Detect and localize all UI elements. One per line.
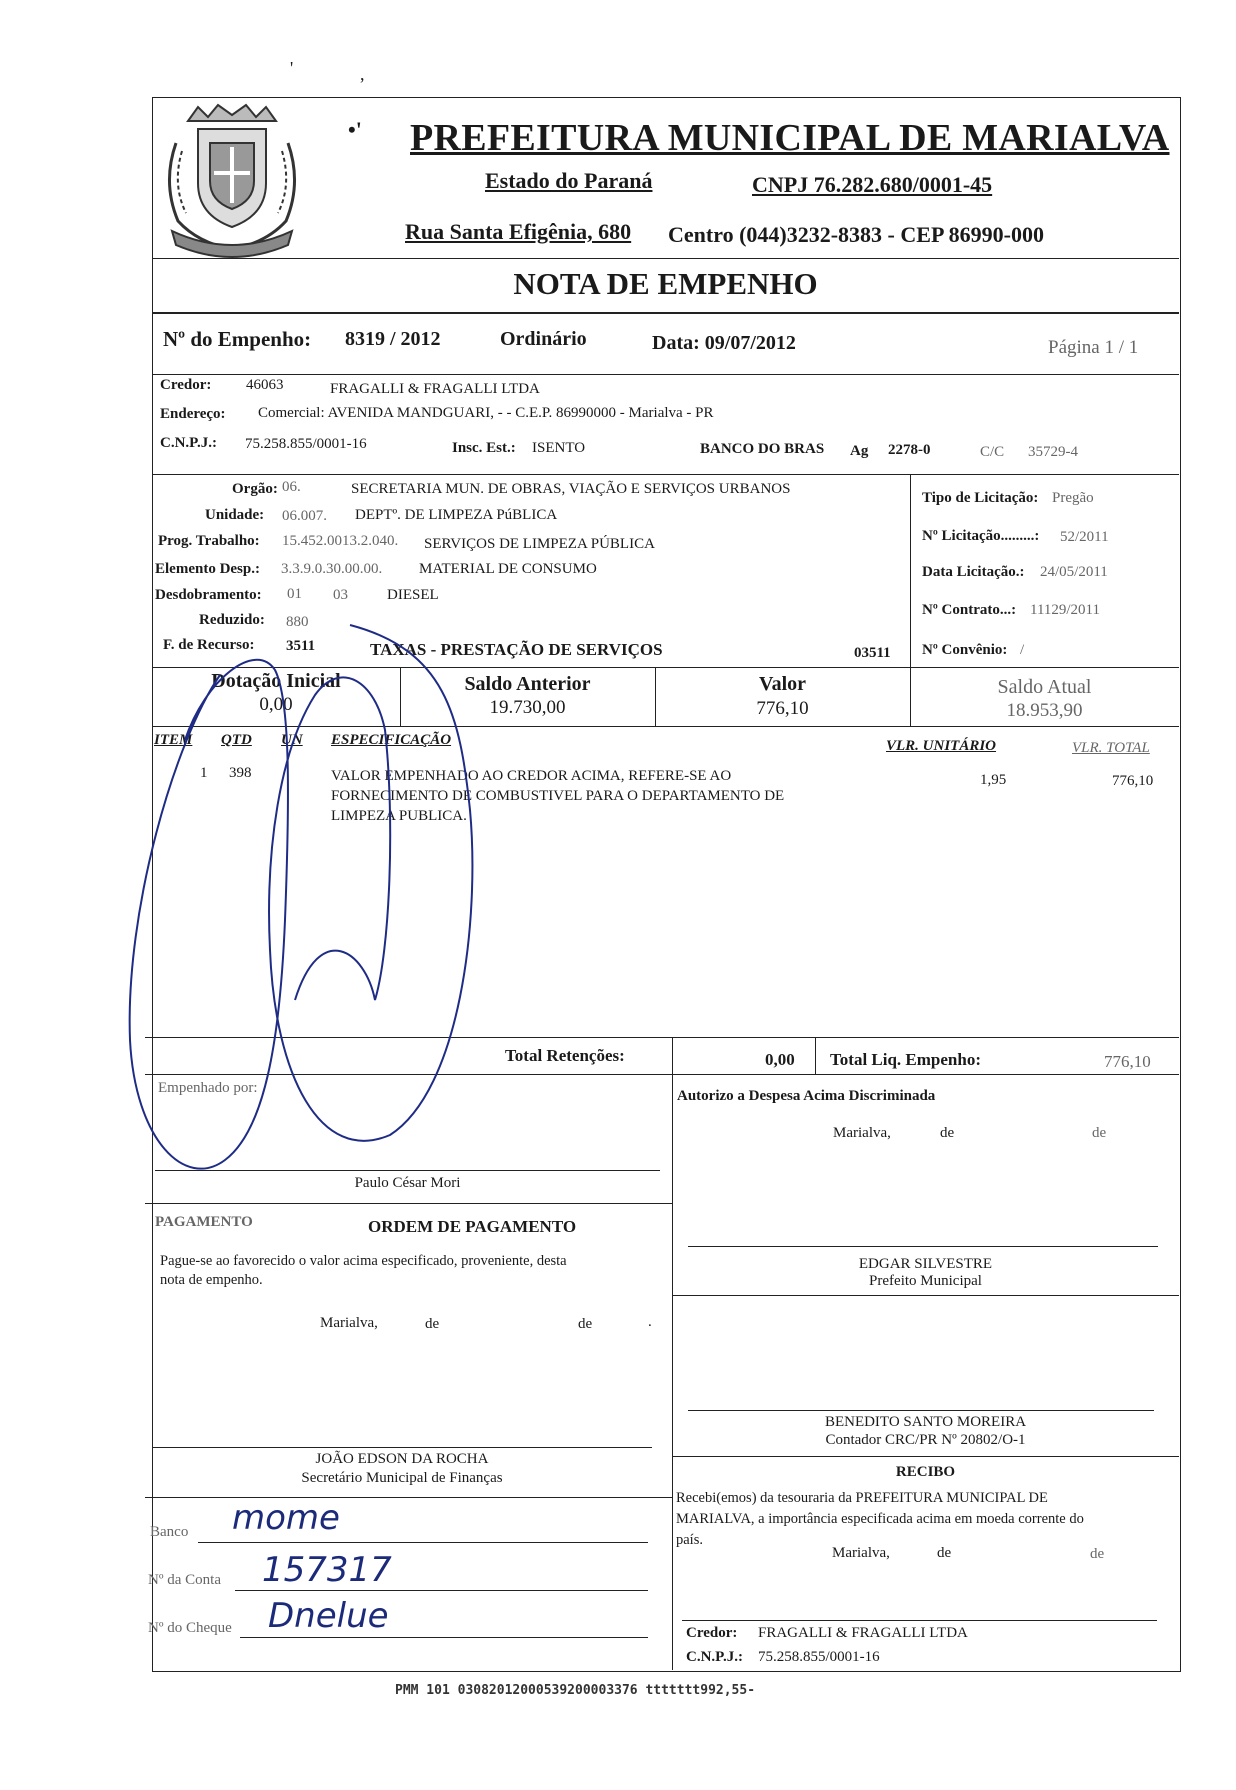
saldo-anterior-value: 19.730,00: [489, 697, 566, 718]
insc-est: ISENTO: [532, 440, 586, 456]
tipo-licitacao-label: Tipo de Licitação:: [922, 490, 1039, 506]
recibo-de: de: [937, 1545, 952, 1561]
convenio-number: /: [1020, 642, 1025, 658]
footer-code: PMM 101 03082012000539200003376 ttttttt992,55-: [395, 1683, 756, 1698]
recibo-cnpj-label: C.N.P.J.:: [686, 1649, 743, 1665]
credor-cnpj: 75.258.855/0001-16: [245, 436, 367, 452]
orgao-label: Orgão:: [232, 481, 278, 497]
contador-role: Contador CRC/PR Nº 20802/O-1: [825, 1432, 1026, 1448]
cheque-handwritten: Dnelue: [268, 1596, 389, 1636]
document-title: NOTA DE EMPENHO: [513, 266, 818, 301]
signature-flourish: [115, 620, 555, 1190]
divider: [672, 1037, 673, 1670]
unidade-code: 06.007.: [282, 508, 327, 524]
total-liq-label: Total Liq. Empenho:: [830, 1050, 981, 1069]
elemento-description: MATERIAL DE CONSUMO: [419, 561, 597, 577]
address-label: Endereço:: [160, 406, 226, 422]
state-name: Estado do Paraná: [485, 168, 653, 193]
saldo-atual-value: 18.953,90: [1006, 700, 1083, 721]
ordem-pagamento-title: ORDEM DE PAGAMENTO: [368, 1217, 577, 1236]
dotacao-inicial-value: 0,00: [259, 694, 293, 715]
unidade-label: Unidade:: [205, 507, 265, 523]
scan-mark: •': [348, 117, 362, 142]
divider: [152, 258, 1179, 259]
account-number: 35729-4: [1028, 444, 1078, 460]
prog-trabalho-description: SERVIÇOS DE LIMPEZA PÚBLICA: [424, 536, 655, 552]
convenio-label: Nº Convênio:: [922, 642, 1008, 658]
credor-cnpj-label: C.N.P.J.:: [160, 435, 217, 451]
secretario-role: Secretário Municipal de Finanças: [301, 1470, 503, 1486]
address-contact: Centro (044)3232-8383 - CEP 86990-000: [668, 222, 1044, 247]
signature-line: [688, 1246, 1158, 1247]
col-header-especificacao: ESPECIFICAÇÃO: [331, 732, 452, 748]
prefeito-name: EDGAR SILVESTRE: [858, 1256, 993, 1272]
reduzido-code: 880: [286, 614, 309, 630]
num-licitacao: 52/2011: [1060, 529, 1109, 545]
retencoes-label: Total Retenções:: [505, 1046, 625, 1065]
pagamento-city: Marialva,: [320, 1315, 378, 1331]
item-qtd: 398: [229, 765, 252, 781]
scan-mark: ': [290, 58, 294, 78]
empenho-number: 8319 / 2012: [345, 328, 441, 350]
recurso-code: 3511: [286, 638, 316, 654]
field-line: [240, 1637, 648, 1638]
item-unit-value: 1,95: [980, 772, 1007, 788]
col-header-total-value: VLR. TOTAL: [1072, 740, 1150, 756]
divider: [672, 1295, 1179, 1296]
agency-number: 2278-0: [888, 442, 931, 458]
autorizo-de: de: [1092, 1125, 1107, 1141]
pagamento-text: nota de empenho.: [160, 1272, 263, 1288]
divider: [152, 374, 1179, 375]
item-description-line: VALOR EMPENHADO AO CREDOR ACIMA, REFERE-SE AO: [331, 768, 732, 784]
banco-label: Banco: [150, 1524, 189, 1540]
recurso-description: TAXAS - PRESTAÇÃO DE SERVIÇOS: [370, 640, 663, 659]
municipality-title: PREFEITURA MUNICIPAL DE MARIALVA: [410, 117, 1170, 159]
desdobramento-code-a: 01: [287, 586, 302, 602]
num-licitacao-label: Nº Licitação.........:: [922, 528, 1040, 544]
divider: [910, 474, 911, 667]
conta-label: Nº da Conta: [148, 1572, 221, 1588]
empenho-type: Ordinário: [500, 328, 587, 350]
recurso-label: F. de Recurso:: [163, 637, 255, 653]
pagamento-text: Pague-se ao favorecido o valor acima especificado, proveniente, desta: [160, 1253, 567, 1269]
col-header-item: ITEM: [154, 732, 193, 748]
credor-name: FRAGALLI & FRAGALLI LTDA: [330, 381, 540, 397]
recibo-text: país.: [676, 1532, 703, 1548]
signature-line: [152, 1447, 652, 1448]
street-address: Rua Santa Efigênia, 680: [405, 219, 632, 244]
saldo-atual-label: Saldo Atual: [997, 676, 1092, 698]
bank-name: BANCO DO BRAS: [700, 441, 825, 457]
recibo-credor-name: FRAGALLI & FRAGALLI LTDA: [758, 1625, 968, 1641]
empenho-date: Data: 09/07/2012: [652, 332, 796, 354]
dotacao-inicial-label: Dotação Inicial: [211, 670, 341, 692]
cheque-label: Nº do Cheque: [148, 1620, 232, 1636]
retencoes-value: 0,00: [765, 1050, 795, 1069]
recibo-text: MARIALVA, a importância especificada acima em moeda corrente do: [676, 1511, 1084, 1527]
reduzido-label: Reduzido:: [199, 612, 265, 628]
agency-label: Ag: [850, 443, 869, 459]
orgao-code: 06.: [282, 479, 301, 495]
divider: [815, 1037, 816, 1074]
empenho-number-label: Nº do Empenho:: [163, 327, 312, 351]
col-header-qtd: QTD: [221, 732, 252, 748]
col-header-un: UN: [281, 732, 303, 748]
contrato-label: Nº Contrato...:: [922, 602, 1017, 618]
prog-trabalho-label: Prog. Trabalho:: [158, 533, 260, 549]
col-header-unit-value: VLR. UNITÁRIO: [886, 738, 997, 754]
item-description-line: FORNECIMENTO DE COMBUSTIVEL PARA O DEPARTAMENTO DE: [331, 788, 785, 804]
coat-of-arms-icon: [158, 103, 306, 263]
field-line: [198, 1542, 648, 1543]
pagamento-dot: .: [648, 1314, 652, 1330]
municipality-cnpj: CNPJ 76.282.680/0001-45: [752, 172, 993, 197]
secretario-name: JOÃO EDSON DA ROCHA: [315, 1451, 489, 1467]
elemento-code: 3.3.9.0.30.00.00.: [281, 561, 383, 577]
signature-line: [682, 1620, 1157, 1621]
prefeito-role: Prefeito Municipal: [869, 1273, 982, 1289]
credor-code: 46063: [246, 377, 284, 393]
conta-handwritten: 157317: [262, 1550, 392, 1590]
autorizo-city: Marialva,: [833, 1125, 891, 1141]
recibo-city: Marialva,: [832, 1545, 890, 1561]
pagamento-label: PAGAMENTO: [155, 1214, 253, 1230]
data-licitacao: 24/05/2011: [1040, 564, 1108, 580]
pagamento-de: de: [425, 1316, 440, 1332]
contrato-number: 11129/2011: [1030, 602, 1100, 618]
field-line: [235, 1590, 648, 1591]
item-description-line: LIMPEZA PUBLICA.: [331, 808, 467, 824]
contador-name: BENEDITO SANTO MOREIRA: [824, 1414, 1027, 1430]
pagamento-de: de: [578, 1316, 593, 1332]
item-total-value: 776,10: [1112, 773, 1154, 789]
autorizo-title: Autorizo a Despesa Acima Discriminada: [677, 1088, 936, 1104]
empenhado-por-label: Empenhado por:: [158, 1080, 258, 1096]
desdobramento-description: DIESEL: [387, 587, 439, 603]
data-licitacao-label: Data Licitação.:: [922, 564, 1025, 580]
total-liq-value: 776,10: [1104, 1052, 1151, 1071]
divider: [152, 474, 1179, 475]
insc-est-label: Insc. Est.:: [452, 440, 516, 456]
divider: [152, 312, 1179, 314]
valor-label: Valor: [758, 673, 807, 695]
desdobramento-code-b: 03: [333, 587, 348, 603]
prog-trabalho-code: 15.452.0013.2.040.: [282, 533, 399, 549]
item-number: 1: [200, 765, 208, 781]
divider: [145, 1497, 672, 1498]
banco-handwritten: mome: [232, 1498, 340, 1538]
divider: [145, 1203, 672, 1204]
elemento-label: Elemento Desp.:: [155, 561, 260, 577]
desdobramento-label: Desdobramento:: [155, 587, 262, 603]
signature-line: [688, 1410, 1154, 1411]
page-indicator: Página 1 / 1: [1048, 337, 1139, 358]
recibo-title: RECIBO: [895, 1464, 956, 1480]
scan-mark: ,: [360, 64, 365, 84]
unidade-description: DEPTº. DE LIMPEZA PúBLICA: [355, 507, 558, 523]
recibo-credor-label: Credor:: [686, 1625, 738, 1641]
autorizo-de: de: [940, 1125, 955, 1141]
saldo-anterior-label: Saldo Anterior: [464, 673, 591, 695]
account-label: C/C: [980, 444, 1005, 460]
empenhado-por-name: Paulo César Mori: [354, 1175, 461, 1191]
recibo-cnpj: 75.258.855/0001-16: [758, 1649, 880, 1665]
orgao-description: SECRETARIA MUN. DE OBRAS, VIAÇÃO E SERVIÇOS URBANOS: [351, 481, 791, 497]
tipo-licitacao: Pregão: [1052, 490, 1094, 506]
recibo-de: de: [1090, 1546, 1105, 1562]
credor-label: Credor:: [160, 377, 212, 393]
recurso-code-full: 03511: [854, 645, 891, 661]
credor-address: Comercial: AVENIDA MANDGUARI, - - C.E.P. 86990000 - Marialva - PR: [258, 405, 714, 421]
divider: [672, 1456, 1179, 1457]
valor-value: 776,10: [756, 698, 809, 719]
recibo-text: Recebi(emos) da tesouraria da PREFEITURA MUNICIPAL DE: [676, 1490, 1048, 1506]
